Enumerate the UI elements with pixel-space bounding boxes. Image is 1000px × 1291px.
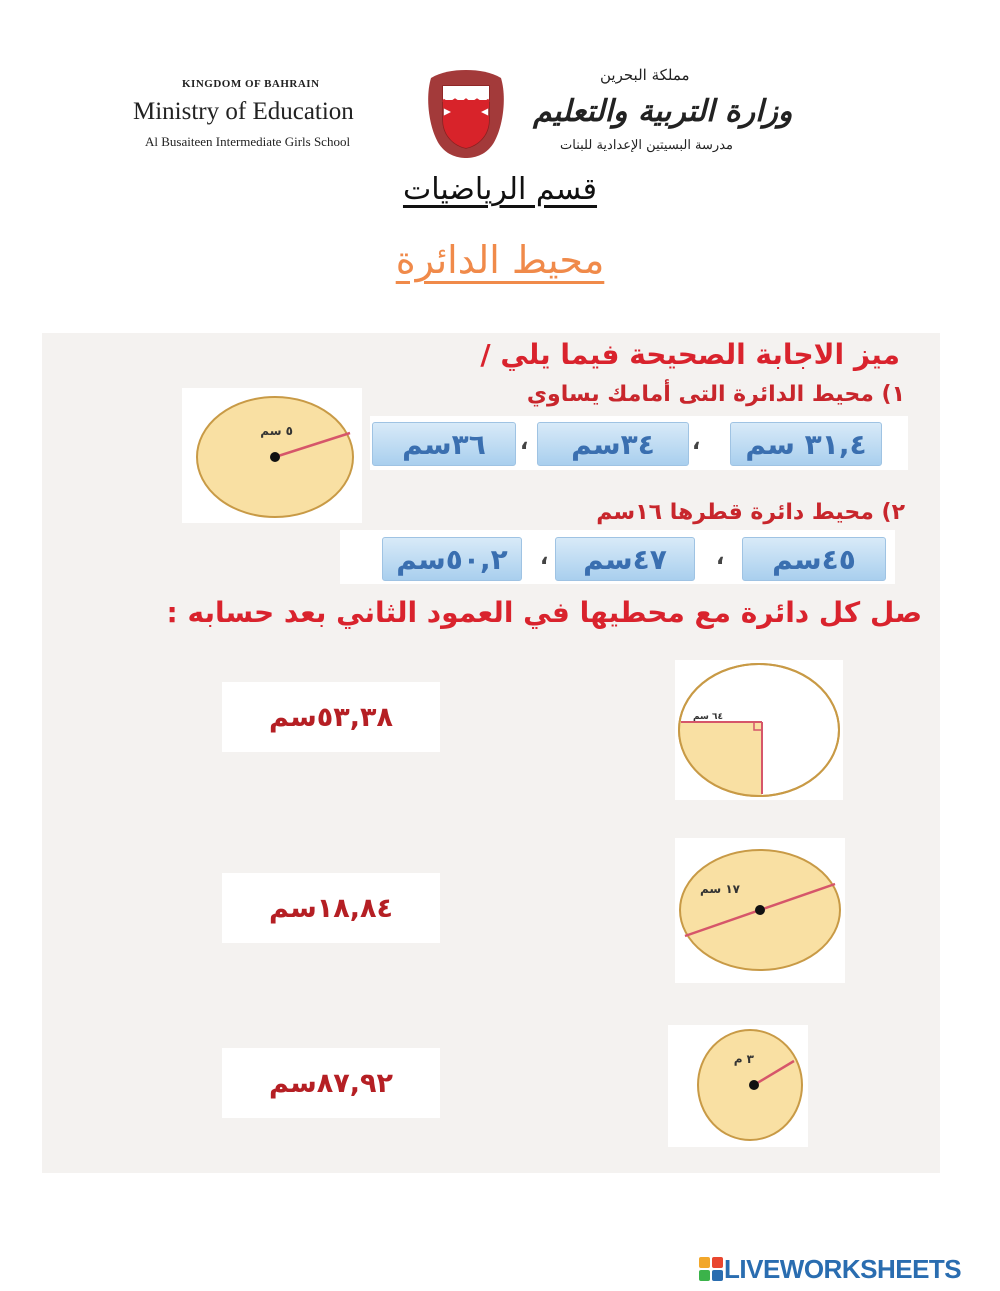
separator: ، xyxy=(540,545,549,570)
kingdom-ar: مملكة البحرين xyxy=(600,66,690,84)
match-circle-2[interactable] xyxy=(675,838,845,983)
kingdom-en: KINGDOM OF BAHRAIN xyxy=(182,78,320,90)
school-en: Al Busaiteen Intermediate Girls School xyxy=(145,134,351,149)
answer-1[interactable]: ٥٣,٣٨سم xyxy=(222,682,440,752)
separator: ، xyxy=(520,430,529,455)
answer-3[interactable]: ٨٧,٩٢سم xyxy=(222,1048,440,1118)
q2-option-c[interactable]: ٥٠,٢سم xyxy=(382,537,522,581)
question-1: ١) محيط الدائرة التى أمامك يساوي xyxy=(526,382,905,407)
bahrain-crest-icon xyxy=(425,68,507,160)
department-title: قسم الرياضيات xyxy=(402,172,598,207)
question-2: ٢) محيط دائرة قطرها ١٦سم xyxy=(596,500,905,525)
match-circle-1[interactable] xyxy=(675,660,843,800)
lesson-title: محيط الدائرة xyxy=(395,238,605,282)
ministry-en: Ministry of Education xyxy=(133,98,354,125)
match-3-label: ٣ م xyxy=(733,1052,754,1066)
q2-option-a[interactable]: ٤٥سم xyxy=(742,537,886,581)
q2-option-b[interactable]: ٤٧سم xyxy=(555,537,695,581)
separator: ، xyxy=(692,430,701,455)
match-1-label: ٦٤ سم xyxy=(692,712,723,722)
match-circle-3[interactable] xyxy=(668,1025,808,1147)
q1-option-b[interactable]: ٣٤سم xyxy=(537,422,689,466)
q1-option-c[interactable]: ٣٦سم xyxy=(372,422,516,466)
liveworksheets-brand xyxy=(698,1253,962,1284)
instruction-1: ميز الاجابة الصحيحة فيما يلي / xyxy=(480,338,900,371)
match-2-label: ١٧ سم xyxy=(699,882,740,896)
q1-radius-label: ٥ سم xyxy=(260,424,293,438)
brand-text: LIVEWORKSHEETS xyxy=(724,1253,962,1284)
separator: ، xyxy=(716,545,725,570)
ministry-ar: وزارة التربية والتعليم xyxy=(533,94,793,129)
answer-2[interactable]: ١٨,٨٤سم xyxy=(222,873,440,943)
school-ar: مدرسة البسيتين الإعدادية للبنات xyxy=(560,138,733,153)
liveworksheets-logo-icon xyxy=(698,1256,724,1282)
q1-circle-figure xyxy=(195,395,355,520)
instruction-2: صل كل دائرة مع محطيها في العمود الثاني بعد حسابه : xyxy=(166,596,922,629)
q1-option-a[interactable]: ٣١,٤ سم xyxy=(730,422,882,466)
